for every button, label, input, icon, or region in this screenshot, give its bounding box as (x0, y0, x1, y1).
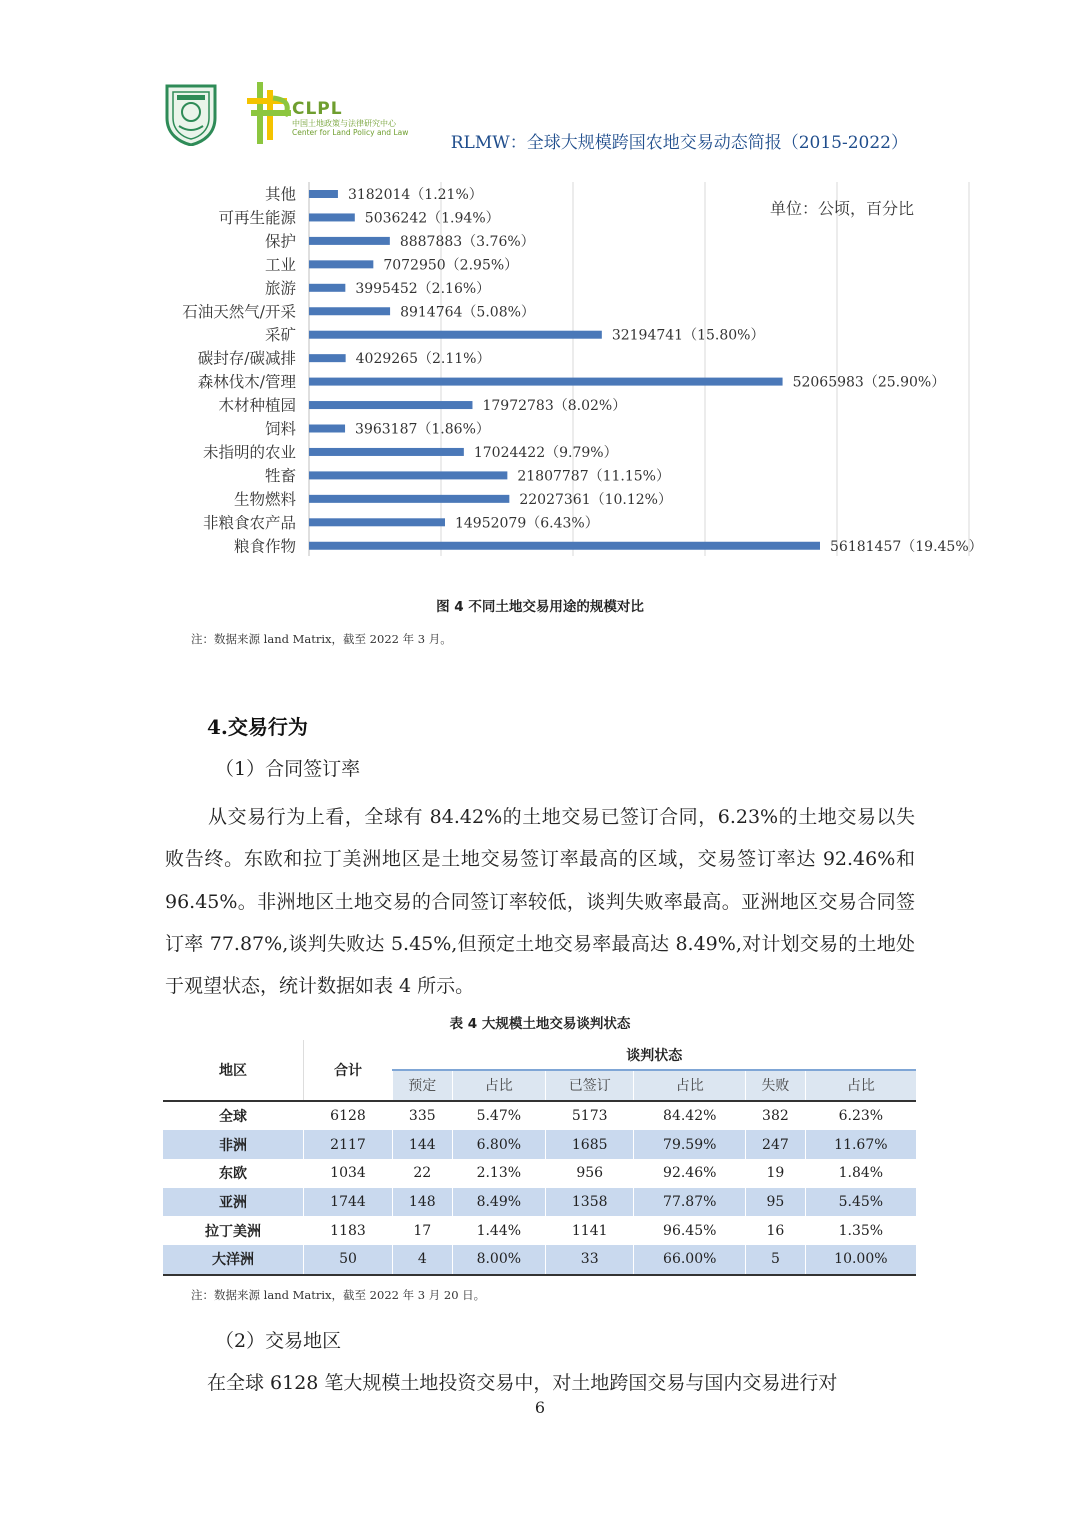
cell-reserved-share: 8.00% (452, 1245, 545, 1275)
chart-data-label: 4029265（2.11%） (355, 351, 491, 368)
subheader-failed: 失败 (746, 1070, 806, 1101)
body-paragraph: 从交易行为上看，全球有 84.42%的土地交易已签订合同，6.23%的土地交易以失败告终。东欧和拉丁美洲地区是土地交易签订率最高的区域，交易签订率达 92.46%和 96.45%。非洲地区土地交易的合同签订率较低，谈判失败率最高。亚洲地区交易合同签订率 77.87%,谈判失败达 5.45%,但预定土地交易率最高达 8.49%,对计划交易的土地处于观望状态，统计数据如表 4 所示。 (165, 806, 915, 998)
subheader-share: 占比 (452, 1070, 545, 1101)
chart-data-label: 3963187（1.86%） (355, 421, 490, 438)
chart-data-label: 8887883（3.76%） (399, 233, 535, 250)
table-row (163, 1159, 916, 1188)
cell-failed-share: 5.45% (805, 1188, 916, 1217)
chart-data-label: 32194741（15.80%） (611, 327, 765, 344)
chart-category-label: 其他 (264, 185, 296, 204)
cell-reserved: 148 (393, 1188, 453, 1217)
table-note: 注：数据来源 land Matrix，截至 2022 年 3 月 20 日。 (191, 1288, 486, 1302)
cell-total: 6128 (304, 1101, 393, 1131)
cell-region: 全球 (163, 1101, 304, 1131)
chart-bar (309, 190, 338, 198)
clpl-logo-cn: 中国土地政策与法律研究中心 (292, 119, 396, 128)
cell-region: 大洋洲 (163, 1245, 304, 1275)
cell-signed: 33 (546, 1245, 634, 1275)
cell-reserved-share: 6.80% (452, 1130, 545, 1159)
chart-data-label: 22027361（10.12%） (519, 491, 672, 508)
table-row (163, 1245, 916, 1275)
chart-category-label: 碳封存/碳减排 (197, 349, 296, 368)
cell-signed: 956 (546, 1159, 634, 1188)
figure-note: 注：数据来源 land Matrix，截至 2022 年 3 月。 (191, 632, 452, 646)
chart-data-label: 8914764（5.08%） (400, 304, 535, 321)
cell-reserved: 4 (393, 1245, 453, 1275)
cell-reserved: 144 (393, 1130, 453, 1159)
cell-failed: 5 (746, 1245, 806, 1275)
cell-region: 非洲 (163, 1130, 304, 1159)
cell-reserved-share: 2.13% (452, 1159, 545, 1188)
chart-bar (309, 378, 783, 386)
chart-bar (309, 425, 345, 433)
chart-bar (309, 495, 509, 503)
chart-category-label: 可再生能源 (218, 208, 296, 227)
chart-category-label: 采矿 (264, 326, 296, 345)
chart-data-label: 56181457（19.45%） (830, 538, 983, 555)
chart-bar (309, 354, 346, 362)
cell-failed: 382 (746, 1101, 806, 1131)
header-negotiation-status: 谈判状态 (393, 1040, 917, 1070)
clpl-logo-icon (245, 80, 295, 146)
chart-category-label: 木材种植园 (218, 396, 296, 415)
chart-category-label: 饲料 (264, 420, 296, 438)
cell-total: 1034 (304, 1159, 393, 1188)
chart-bar (309, 331, 602, 339)
chart-category-label: 石油天然气/开采 (182, 302, 296, 321)
clpl-logo-title: CLPL (292, 99, 343, 119)
subheader-signed: 已签订 (546, 1070, 634, 1101)
cell-failed-share: 6.23% (805, 1101, 916, 1131)
table-row (163, 1130, 916, 1159)
chart-category-label: 旅游 (264, 279, 296, 298)
body-paragraph-2: 在全球 6128 笔大规模土地投资交易中，对土地跨国交易与国内交易进行对 (207, 1372, 838, 1394)
subheader-share: 占比 (805, 1070, 916, 1101)
chart-category-label: 森林伐木/管理 (197, 373, 296, 392)
cell-region: 拉丁美洲 (205, 1223, 261, 1240)
header-region: 地区 (219, 1062, 247, 1079)
table-caption: 表 4 大规模土地交易谈判状态 (449, 1016, 631, 1032)
subheader-reserved: 预定 (393, 1070, 453, 1101)
chart-bar (309, 518, 445, 526)
chart-data-label: 3182014（1.21%） (347, 187, 483, 203)
chart-bar (309, 237, 390, 245)
cell-reserved-share: 8.49% (452, 1188, 545, 1217)
chart-bar (309, 401, 472, 409)
cell-reserved-share: 5.47% (452, 1101, 545, 1131)
cell-signed: 1685 (546, 1130, 634, 1159)
chart-bar (309, 260, 373, 268)
chart-data-label: 5036242（1.94%） (364, 210, 500, 227)
chart-category-label: 牲畜 (264, 466, 296, 485)
cell-failed-share: 1.84% (805, 1159, 916, 1188)
cell-signed-share: 66.00% (634, 1245, 746, 1275)
cell-signed-share: 77.87% (634, 1188, 746, 1217)
cell-failed: 247 (746, 1130, 806, 1159)
chart-bar (309, 471, 507, 479)
chart-bar (309, 307, 390, 315)
cell-region: 东欧 (219, 1166, 247, 1183)
cell-total: 1183 (304, 1216, 393, 1245)
cell-reserved-share: 1.44% (452, 1216, 545, 1245)
chart-data-label: 17972783（8.02%） (482, 398, 627, 415)
cell-reserved: 335 (393, 1101, 453, 1131)
chart-bar (309, 448, 464, 456)
cell-failed-share: 1.35% (805, 1216, 916, 1245)
cell-signed: 5173 (546, 1101, 634, 1131)
cell-total: 2117 (304, 1130, 393, 1159)
chart-unit-label: 单位：公顷，百分比 (770, 199, 915, 218)
subheader-share: 占比 (634, 1070, 746, 1101)
cell-total: 1744 (304, 1188, 393, 1217)
chart-category-label: 工业 (264, 255, 296, 274)
cell-signed-share: 96.45% (634, 1216, 746, 1245)
subsection-heading-region: （2）交易地区 (215, 1330, 342, 1352)
chart-data-label: 52065983（25.90%） (792, 374, 946, 391)
cell-signed-share: 92.46% (634, 1159, 746, 1188)
cell-signed: 1358 (546, 1188, 634, 1217)
chart-bar (309, 542, 820, 550)
university-logo (163, 82, 219, 146)
clpl-logo-en: Center for Land Policy and Law (292, 128, 409, 137)
report-title: RLMW：全球大规模跨国农地交易动态简报（2015-2022） (450, 133, 908, 153)
chart-category-label: 非粮食农产品 (202, 513, 296, 532)
cell-reserved: 17 (393, 1216, 453, 1245)
cell-total: 50 (304, 1245, 393, 1275)
subsection-heading-contract-rate: （1）合同签订率 (215, 758, 361, 780)
cell-region: 亚洲 (163, 1188, 304, 1217)
negotiation-status-table (163, 1040, 916, 1276)
header-total: 合计 (304, 1040, 393, 1101)
cell-signed-share: 84.42% (634, 1101, 746, 1131)
chart-data-label: 21807787（11.15%） (517, 468, 670, 485)
figure-caption: 图 4 不同土地交易用途的规模对比 (436, 599, 644, 615)
chart-category-label: 生物燃料 (233, 490, 296, 509)
cell-signed: 1141 (546, 1216, 634, 1245)
section-heading: 4.交易行为 (207, 715, 308, 739)
table-row (163, 1188, 916, 1217)
table-row (163, 1101, 916, 1131)
cell-reserved: 22 (393, 1159, 453, 1188)
chart-bar (309, 213, 355, 221)
chart-category-label: 保护 (264, 232, 296, 251)
cell-signed-share: 79.59% (634, 1130, 746, 1159)
cell-failed-share: 11.67% (805, 1130, 916, 1159)
chart-data-label: 7072950（2.95%） (383, 257, 519, 274)
cell-failed: 16 (746, 1216, 806, 1245)
chart-bar (309, 284, 345, 292)
chart-category-label: 未指明的农业 (202, 443, 296, 462)
cell-failed: 19 (746, 1159, 806, 1188)
chart-data-label: 17024422（9.79%） (473, 444, 618, 461)
chart-category-label: 粮食作物 (233, 537, 296, 556)
chart-data-label: 14952079（6.43%） (454, 515, 599, 532)
chart-data-label: 3995452（2.16%） (355, 280, 491, 297)
cell-failed-share: 10.00% (805, 1245, 916, 1275)
table-row (163, 1216, 916, 1245)
cell-failed: 95 (746, 1188, 806, 1217)
page-number: 6 (534, 1398, 546, 1417)
